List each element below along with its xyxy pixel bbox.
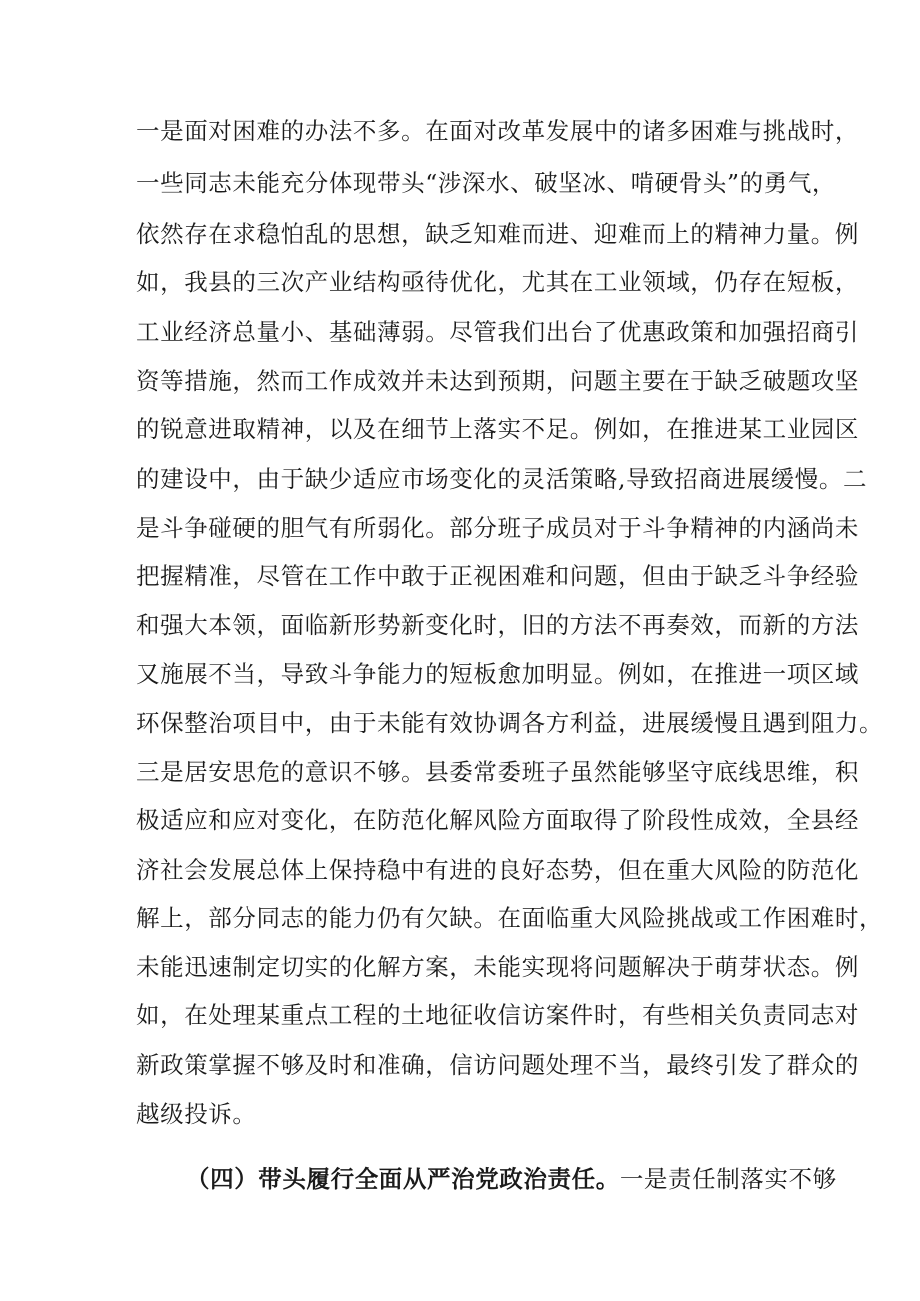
text-line: 极适应和应对变化，在防范化解风险方面取得了阶段性成效，全县经 xyxy=(136,806,859,834)
text-line: 和强大本领，面临新形势新变化时，旧的方法不再奏效，而新的方法 xyxy=(136,611,859,639)
text-line: 越级投诉。 xyxy=(136,1100,257,1128)
text-line: 未能迅速制定切实的化解方案，未能实现将问题解决于萌芽状态。例 xyxy=(136,953,859,981)
text-line: 如，我县的三次产业结构亟待优化，尤其在工业领域，仍存在短板， xyxy=(136,268,859,296)
text-line: 把握精准，尽管在工作中敢于正视困难和问题，但由于缺乏斗争经验 xyxy=(136,562,859,590)
text-line: 的建设中，由于缺少适应市场变化的灵活策略,导致招商进展缓慢。二 xyxy=(136,465,868,493)
section-heading: （四）带头履行全面从严治党政治责任。 xyxy=(186,1165,620,1193)
text-line: 又施展不当，导致斗争能力的短板愈加明显。例如，在推进一项区域 xyxy=(136,660,859,688)
text-line: 一是面对困难的办法不多。在面对改革发展中的诸多困难与挑战时， xyxy=(136,117,859,145)
section-heading-line xyxy=(186,1164,846,1194)
text-line: 依然存在求稳怕乱的思想，缺乏知难而进、迎难而上的精神力量。例 xyxy=(136,220,859,248)
text-line: 济社会发展总体上保持稳中有进的良好态势，但在重大风险的防范化 xyxy=(136,856,859,884)
text-line: 资等措施，然而工作成效并未达到预期，问题主要在于缺乏破题攻坚 xyxy=(136,367,859,395)
section-heading-continuation: 一是责任制落实不够 xyxy=(619,1165,837,1193)
text-line: 环保整治项目中，由于未能有效协调各方利益，进展缓慢且遇到阻力。 xyxy=(136,709,884,737)
text-line: 如，在处理某重点工程的土地征收信访案件时，有些相关负责同志对 xyxy=(136,1001,859,1029)
text-line: 工业经济总量小、基础薄弱。尽管我们出台了优惠政策和加强招商引 xyxy=(136,318,859,346)
text-line: 新政策掌握不够及时和准确，信访问题处理不当，最终引发了群众的 xyxy=(136,1051,859,1079)
text-line: 的锐意进取精神，以及在细节上落实不足。例如，在推进某工业园区 xyxy=(136,415,859,443)
text-line: 三是居安思危的意识不够。县委常委班子虽然能够坚守底线思维，积 xyxy=(136,758,859,786)
text-line: 一些同志未能充分体现带头“涉深水、破坚冰、啃硬骨头”的勇气， xyxy=(136,169,837,197)
text-line: 解上，部分同志的能力仍有欠缺。在面临重大风险挑战或工作困难时， xyxy=(136,904,884,932)
text-line: 是斗争碰硬的胆气有所弱化。部分班子成员对于斗争精神的内涵尚未 xyxy=(136,514,859,542)
